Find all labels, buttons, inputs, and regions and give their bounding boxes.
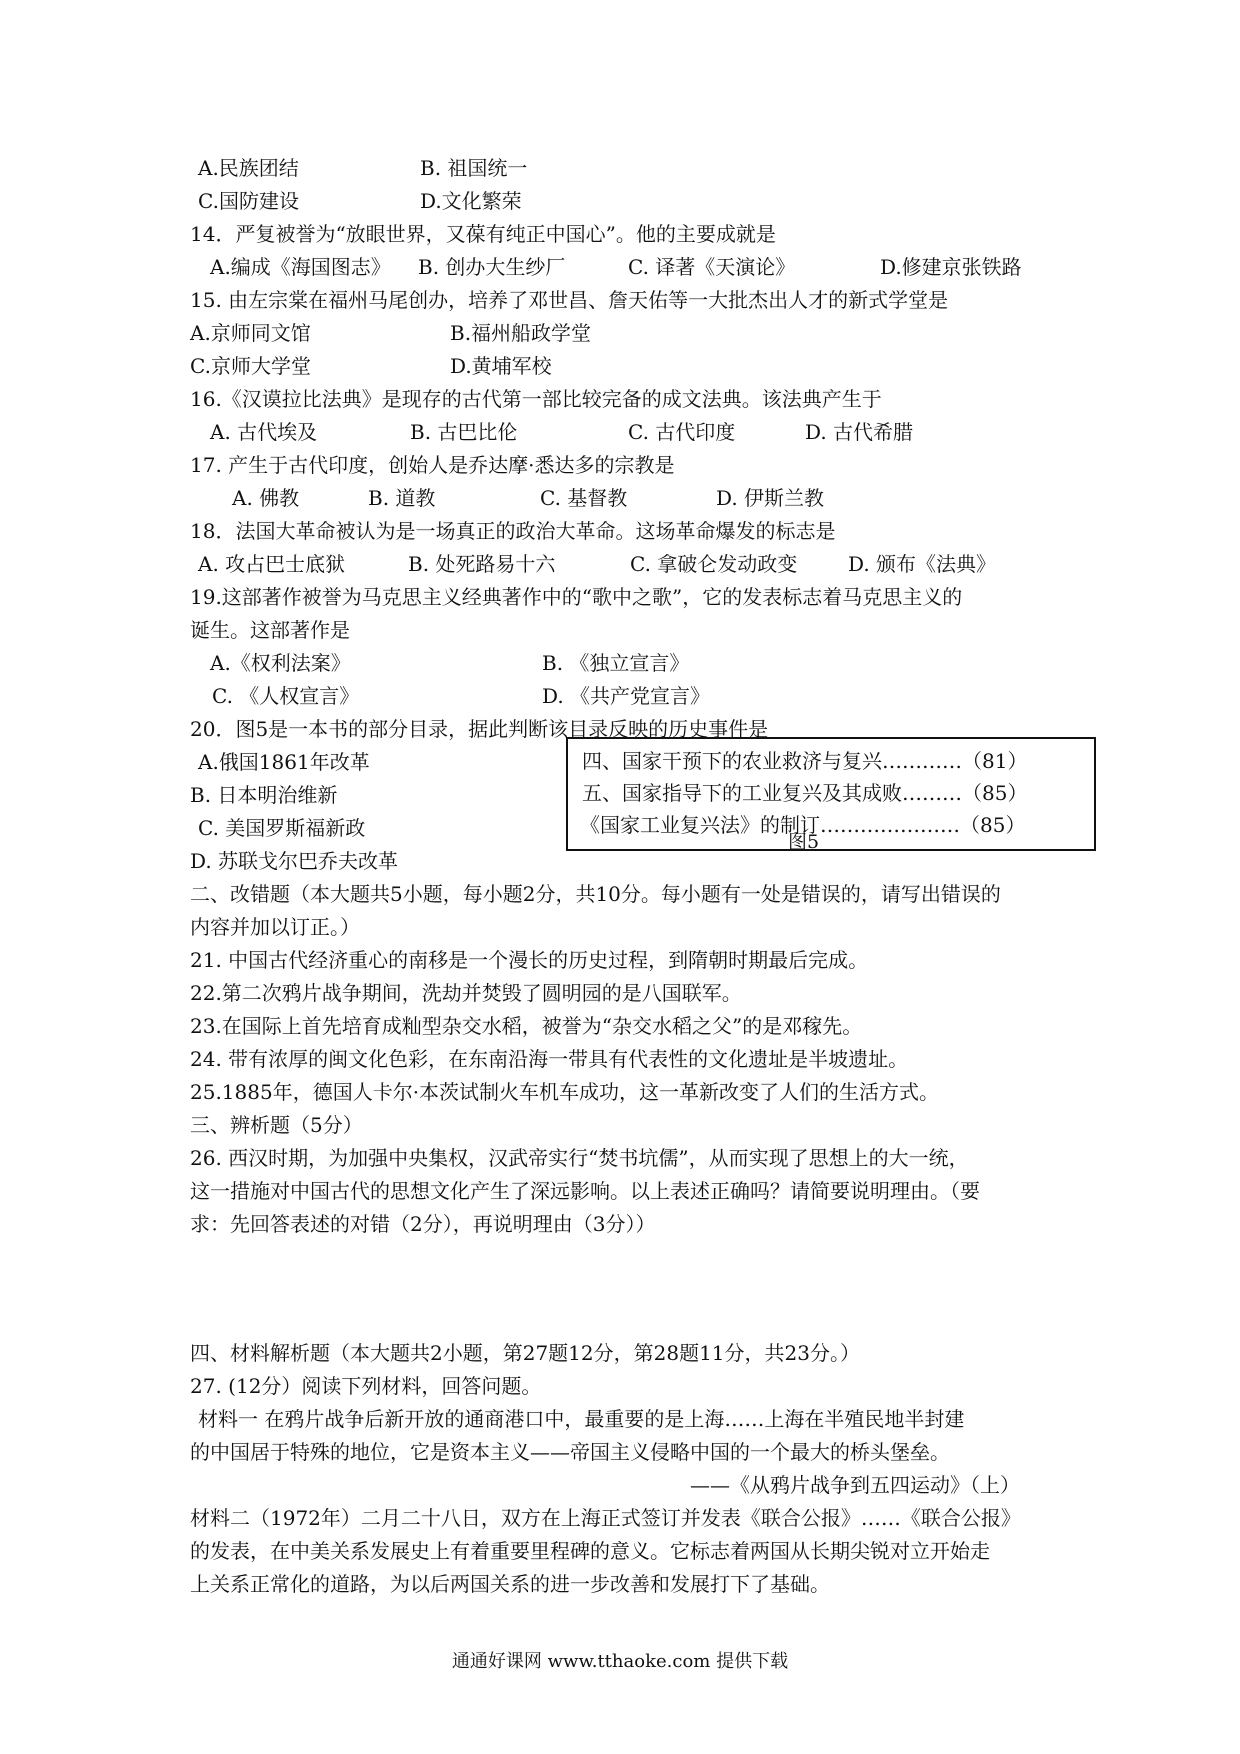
q17-option-d: D. 伊斯兰教 — [716, 486, 825, 510]
material2-line1: 材料二（1972年）二月二十八日，双方在上海正式签订并发表《联合公报》……《联合公报》 — [190, 1506, 1021, 1530]
q15-option-b: B.福州船政学堂 — [450, 321, 592, 345]
q26-line3: 求：先回答表述的对错（2分），再说明理由（3分）） — [190, 1212, 656, 1236]
q18-option-d: D. 颁布《法典》 — [848, 552, 997, 576]
q15-option-d: D.黄埔军校 — [450, 354, 552, 378]
q22: 22.第二次鸦片战争期间，洗劫并焚毁了圆明园的是八国联军。 — [190, 981, 742, 1005]
q16-option-c: C. 古代印度 — [628, 420, 736, 444]
q20-option-d: D. 苏联戈尔巴乔夫改革 — [190, 849, 399, 873]
q16-option-a: A. 古代埃及 — [210, 420, 318, 444]
material2-line3: 上关系正常化的道路，为以后两国关系的进一步改善和发展打下了基础。 — [190, 1572, 830, 1596]
q19-option-c: C. 《人权宣言》 — [212, 684, 360, 708]
q25: 25.1885年，德国人卡尔·本茨试制火车机车成功，这一革新改变了人们的生活方式。 — [190, 1080, 940, 1104]
q20-stem: 20．图5是一本书的部分目录，据此判断该目录反映的历史事件是 — [190, 717, 769, 741]
q14-option-c: C. 译著《天演论》 — [628, 255, 796, 279]
q18-option-a: A. 攻占巴士底狱 — [198, 552, 346, 576]
figure5-line-2: 五、国家指导下的工业复兴及其成败………（85） — [582, 781, 1028, 805]
q16-stem: 16.《汉谟拉比法典》是现存的古代第一部比较完备的成文法典。该法典产生于 — [190, 387, 882, 411]
q15-option-a: A.京师同文馆 — [190, 321, 311, 345]
q15-stem: 15. 由左宗棠在福州马尾创办，培养了邓世昌、詹天佑等一大批杰出人才的新式学堂是 — [190, 288, 949, 312]
q17-stem: 17. 产生于古代印度，创始人是乔达摩·悉达多的宗教是 — [190, 453, 675, 477]
q19-option-a: A.《权利法案》 — [210, 651, 351, 675]
q26-line1: 26. 西汉时期，为加强中央集权，汉武帝实行“焚书坑儒”，从而实现了思想上的大一统， — [190, 1146, 969, 1170]
q27-stem: 27. (12分）阅读下列材料，回答问题。 — [190, 1374, 542, 1398]
section3-title: 三、辨析题（5分） — [190, 1113, 363, 1137]
q20-option-a: A.俄国1861年改革 — [198, 750, 370, 774]
q14-option-a: A.编成《海国图志》 — [210, 255, 391, 279]
q18-stem: 18．法国大革命被认为是一场真正的政治大革命。这场革命爆发的标志是 — [190, 519, 836, 543]
q21: 21. 中国古代经济重心的南移是一个漫长的历史过程，到隋朝时期最后完成。 — [190, 948, 869, 972]
q14-option-d: D.修建京张铁路 — [880, 255, 1022, 279]
section2-title-line2: 内容并加以订正。） — [190, 915, 360, 939]
q15-option-c: C.京师大学堂 — [190, 354, 311, 378]
q23: 23.在国际上首先培育成籼型杂交水稻，被誉为“杂交水稻之父”的是邓稼先。 — [190, 1014, 863, 1038]
q18-option-b: B. 处死路易十六 — [408, 552, 556, 576]
material1-line2: 的中国居于特殊的地位，它是资本主义——帝国主义侵略中国的一个最大的桥头堡垒。 — [190, 1440, 950, 1464]
q20-option-c: C. 美国罗斯福新政 — [198, 816, 366, 840]
material2-line2: 的发表，在中美关系发展史上有着重要里程碑的意义。它标志着两国从长期尖锐对立开始走 — [190, 1539, 990, 1563]
material1-line1: 材料一 在鸦片战争后新开放的通商港口中，最重要的是上海……上海在半殖民地半封建 — [198, 1407, 965, 1431]
q26-line2: 这一措施对中国古代的思想文化产生了深远影响。以上表述正确吗？请简要说明理由。（要 — [190, 1179, 980, 1203]
q19-option-b: B. 《独立宣言》 — [542, 651, 690, 675]
q16-option-b: B. 古巴比伦 — [410, 420, 518, 444]
q20-option-b: B. 日本明治维新 — [190, 783, 338, 807]
material1-source: ——《从鸦片战争到五四运动》（上） — [690, 1473, 1020, 1497]
q13-option-c: C.国防建设 — [198, 189, 299, 213]
figure5-line-1: 四、国家干预下的农业救济与复兴…………（81） — [582, 749, 1028, 773]
q13-option-a: A.民族团结 — [198, 156, 299, 180]
q19-stem-line2: 诞生。这部著作是 — [190, 618, 350, 642]
q13-option-b: B. 祖国统一 — [420, 156, 528, 180]
section4-title: 四、材料解析题（本大题共2小题，第27题12分，第28题11分，共23分。） — [190, 1341, 860, 1365]
q19-stem-line1: 19.这部著作被誉为马克思主义经典著作中的“歌中之歌”，它的发表标志着马克思主义的 — [190, 585, 963, 609]
q16-option-d: D. 古代希腊 — [805, 420, 914, 444]
q13-option-d: D.文化繁荣 — [420, 189, 522, 213]
q18-option-c: C. 拿破仑发动政变 — [630, 552, 798, 576]
q24: 24. 带有浓厚的闽文化色彩，在东南沿海一带具有代表性的文化遗址是半坡遗址。 — [190, 1047, 909, 1071]
section2-title-line1: 二、改错题（本大题共5小题，每小题2分，共10分。每小题有一处是错误的，请写出错误的 — [190, 882, 1001, 906]
q14-option-b: B. 创办大生纱厂 — [418, 255, 566, 279]
figure5-contents-box — [566, 737, 1096, 851]
q17-option-a: A. 佛教 — [232, 486, 300, 510]
figure5-line-3: 《国家工业复兴法》的制订…………………（85） — [580, 813, 1026, 837]
q17-option-c: C. 基督教 — [540, 486, 628, 510]
figure5-label: 图5 — [788, 831, 820, 853]
q17-option-b: B. 道教 — [368, 486, 436, 510]
q19-option-d: D. 《共产党宣言》 — [542, 684, 711, 708]
page-footer: 通通好课网 www.tthaoke.com 提供下载 — [451, 1651, 789, 1672]
q14-stem: 14．严复被誉为“放眼世界，又葆有纯正中国心”。他的主要成就是 — [190, 222, 776, 246]
